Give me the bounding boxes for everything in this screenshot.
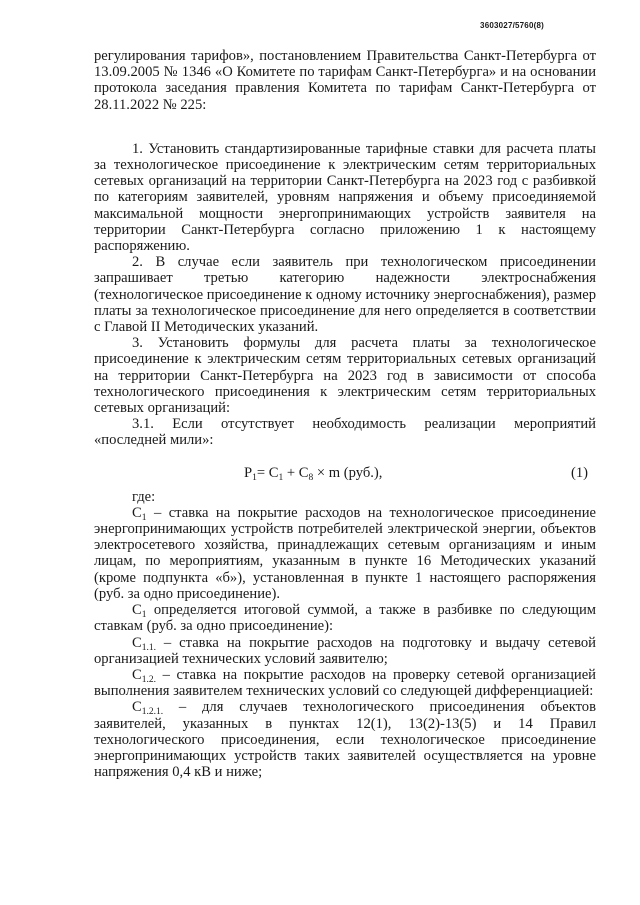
definition-c1-2-1-text: – для случаев технологического присоединения объектов заявителей, указанных в пунктах 12(1), 13(2)-13(5) и 14 Правил технологического присоединения, если технологическое присоединение энергопринимающих устройств таких заявителей осуществляется на уровне напряжения 0,4 кВ и ниже; bbox=[94, 699, 596, 781]
where-label: где: bbox=[132, 488, 156, 505]
definition-c1-1-symbol: C bbox=[132, 634, 142, 651]
definition-c1-subscript: 1 bbox=[141, 512, 147, 523]
clause-1: 1. Установить стандартизированные тарифные ставки для расчета платы за технологическое присоединение к электрическим сетям территориальных сетевых организаций на территории Санкт-Петербурга на 2023 год с разбивкой по категориям заявителей, уровням напряжения и объему присоединяемой максимальной мощности энергопринимающих устройств заявителя на территории Санкт-Петербурга согласно приложению 1 к настоящему распоряжению. bbox=[94, 140, 596, 255]
formula-c1-subscript: 1 bbox=[278, 472, 284, 483]
definition-c1-text: – ставка на покрытие расходов на технологическое присоединение энергопринимающих устройств потребителей электрической энергии, объектов электросетевого хозяйства, принадлежащих сетевым организациям и иным лицам, по мероприятиям, указанным в пункте 16 Методических указаний (кроме подпункта «б»), установленная в пункте 1 настоящего распоряжения (руб. за одно присоединение). bbox=[94, 504, 596, 602]
formula-c8-subscript: 8 bbox=[308, 472, 314, 483]
definition-c1-2-symbol: C bbox=[132, 666, 142, 683]
formula-1 bbox=[94, 461, 596, 481]
formula-c1: C bbox=[268, 464, 279, 481]
definition-c1-1 bbox=[94, 635, 596, 667]
definition-c1-breakdown bbox=[94, 602, 596, 634]
definition-c1-breakdown-symbol: C bbox=[132, 602, 142, 619]
document-body bbox=[94, 48, 596, 780]
clause-3-1: 3.1. Если отсутствует необходимость реализации мероприятий «последней мили»: bbox=[94, 416, 596, 449]
definition-c1 bbox=[94, 505, 596, 602]
definition-c1-breakdown-subscript: 1 bbox=[141, 610, 147, 621]
definition-c1-2-1 bbox=[94, 699, 596, 780]
definition-c1-symbol: C bbox=[132, 504, 142, 521]
clause-2: 2. В случае если заявитель при технологическом присоединении запрашивает третью категорию надежности электроснабжения (технологическое присоединение к одному источнику энергоснабжения), размер платы за технологическое присоединение для него определяется в соответствии с Главой II Методических указаний. bbox=[94, 254, 596, 336]
formula-expression bbox=[244, 465, 382, 481]
formula-plus: + bbox=[283, 464, 299, 481]
formula-lhs-subscript: 1 bbox=[252, 472, 257, 483]
clause-3: 3. Установить формулы для расчета платы за технологическое присоединение к электрическим сетям территориальных сетевых организаций на территории Санкт-Петербурга на 2023 год в зависимости от способа технологического присоединения к электрическим сетям территориальных сетевых организаций: bbox=[94, 335, 596, 417]
definition-c1-1-text: – ставка на покрытие расходов на подготовку и выдачу сетевой организацией технических условий заявителю; bbox=[94, 634, 596, 667]
formula-number: (1) bbox=[570, 464, 588, 481]
definition-c1-1-subscript: 1.1. bbox=[141, 642, 156, 653]
formula-c8: C bbox=[298, 464, 309, 481]
formula-lhs: P bbox=[244, 464, 253, 481]
formula-rest: × m (руб.), bbox=[313, 464, 383, 481]
definition-c1-2-1-symbol: C bbox=[132, 699, 142, 716]
intro-paragraph: регулирования тарифов», постановлением Правительства Санкт-Петербурга от 13.09.2005 № 1346 «О Комитете по тарифам Санкт-Петербурга» и на основании протокола заседания правления Комитета по тарифам Санкт-Петербурга от 28.11.2022 № 225: bbox=[94, 48, 596, 113]
document-code: 3603027/5760(8) bbox=[480, 21, 544, 30]
definition-c1-2-text: – ставка на покрытие расходов на проверку сетевой организацией выполнения заявителем технических условий со следующей дифференциацией: bbox=[94, 666, 596, 700]
definition-c1-breakdown-text: определяется итоговой суммой, а также в разбивке по следующим ставкам (руб. за одно присоединение): bbox=[94, 602, 596, 635]
definition-c1-2-subscript: 1.2. bbox=[141, 674, 156, 685]
formula-equals: = bbox=[256, 464, 269, 481]
definition-c1-2 bbox=[94, 667, 596, 699]
definition-c1-2-1-subscript: 1.2.1. bbox=[141, 707, 164, 718]
